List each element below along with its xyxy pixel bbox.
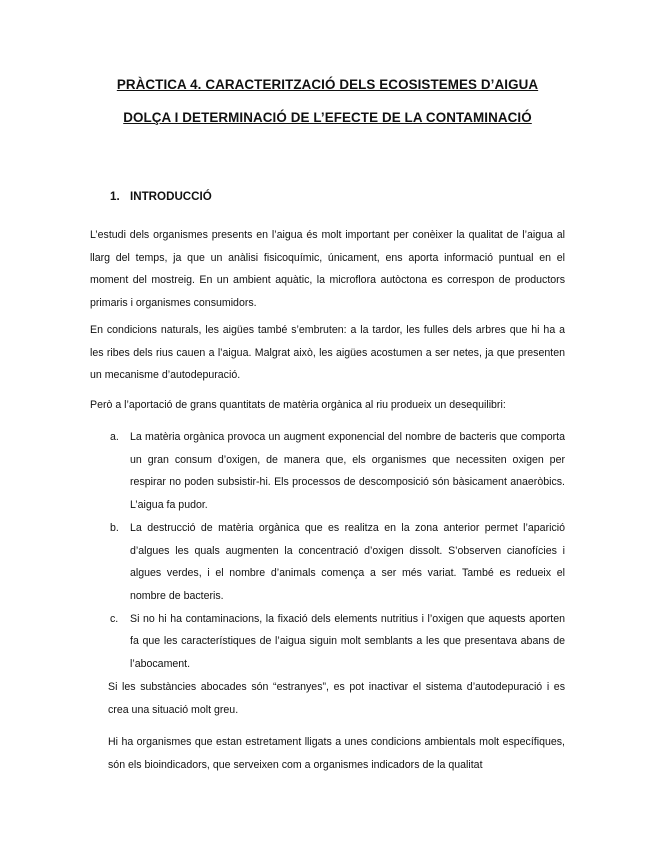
list-item-text: La destrucció de matèria orgànica que es realitza en la zona anterior permet l’aparició d’algues les quals augmenten la concentració d’oxigen dissolt. S’observen cianofícies i algues verdes, i el nombre d’animals comença a ser més variat. També es redueix el nombre de bacteris.: [130, 521, 565, 602]
section-number: 1.: [110, 190, 120, 203]
list-item: [90, 517, 565, 608]
section-heading-introduction: [110, 190, 212, 203]
imbalance-list: [90, 426, 565, 676]
list-item-text: Si no hi ha contaminacions, la fixació dels elements nutritius i l’oxigen que aquests aporten fa que les característiques de l’aigua siguin molt semblants a les que presentava abans de l’abocament.: [130, 612, 565, 671]
paragraph-bioindicators: Hi ha organismes que estan estretament lligats a unes condicions ambientals molt específiques, són els bioindicadors, que serveixen com a organismes indicadors de la qualitat: [108, 736, 565, 771]
list-marker: b.: [110, 521, 119, 534]
list-marker: c.: [110, 612, 119, 625]
list-item: [90, 608, 565, 676]
document-title-line-1: PRÀCTICA 4. CARACTERITZACIÓ DELS ECOSISTEMES D’AIGUA: [116, 77, 539, 92]
paragraph-foreign-substances: Si les substàncies abocades són “estranyes”, es pot inactivar el sistema d’autodepuració i es crea una situació molt greu.: [108, 681, 565, 716]
paragraph-intro-3: Però a l’aportació de grans quantitats de matèria orgànica al riu produeix un desequilibri:: [90, 399, 506, 411]
paragraph-intro-2: En condicions naturals, les aigües també s’embruten: a la tardor, les fulles dels arbres que hi ha a les ribes dels rius cauen a l’aigua. Malgrat això, les aigües acostumen a ser netes, ja que presenten un mecanisme d’autodepuració.: [90, 324, 565, 382]
document-title-line-2: DOLÇA I DETERMINACIÓ DE L’EFECTE DE LA CONTAMINACIÓ: [123, 110, 532, 125]
paragraph-intro-1: L’estudi dels organismes presents en l’aigua és molt important per conèixer la qualitat de l’aigua al llarg del temps, ja que un anàlisi fisicoquímic, únicament, ens aporta informació puntual en el moment del mostreig. En un ambient aquàtic, la microflora autòctona es correspon de productors primaris i organismes consumidors.: [90, 229, 565, 310]
list-item-text: La matèria orgànica provoca un augment exponencial del nombre de bacteris que comporta un gran consum d’oxigen, de manera que, els organismes que necessiten oxigen per respirar no poden subsistir-hi. Els processos de descomposició són bàsicament anaeròbics. L’aigua fa pudor.: [130, 431, 565, 512]
section-heading-text: INTRODUCCIÓ: [130, 190, 212, 203]
list-item: [90, 426, 565, 517]
list-marker: a.: [110, 431, 119, 443]
